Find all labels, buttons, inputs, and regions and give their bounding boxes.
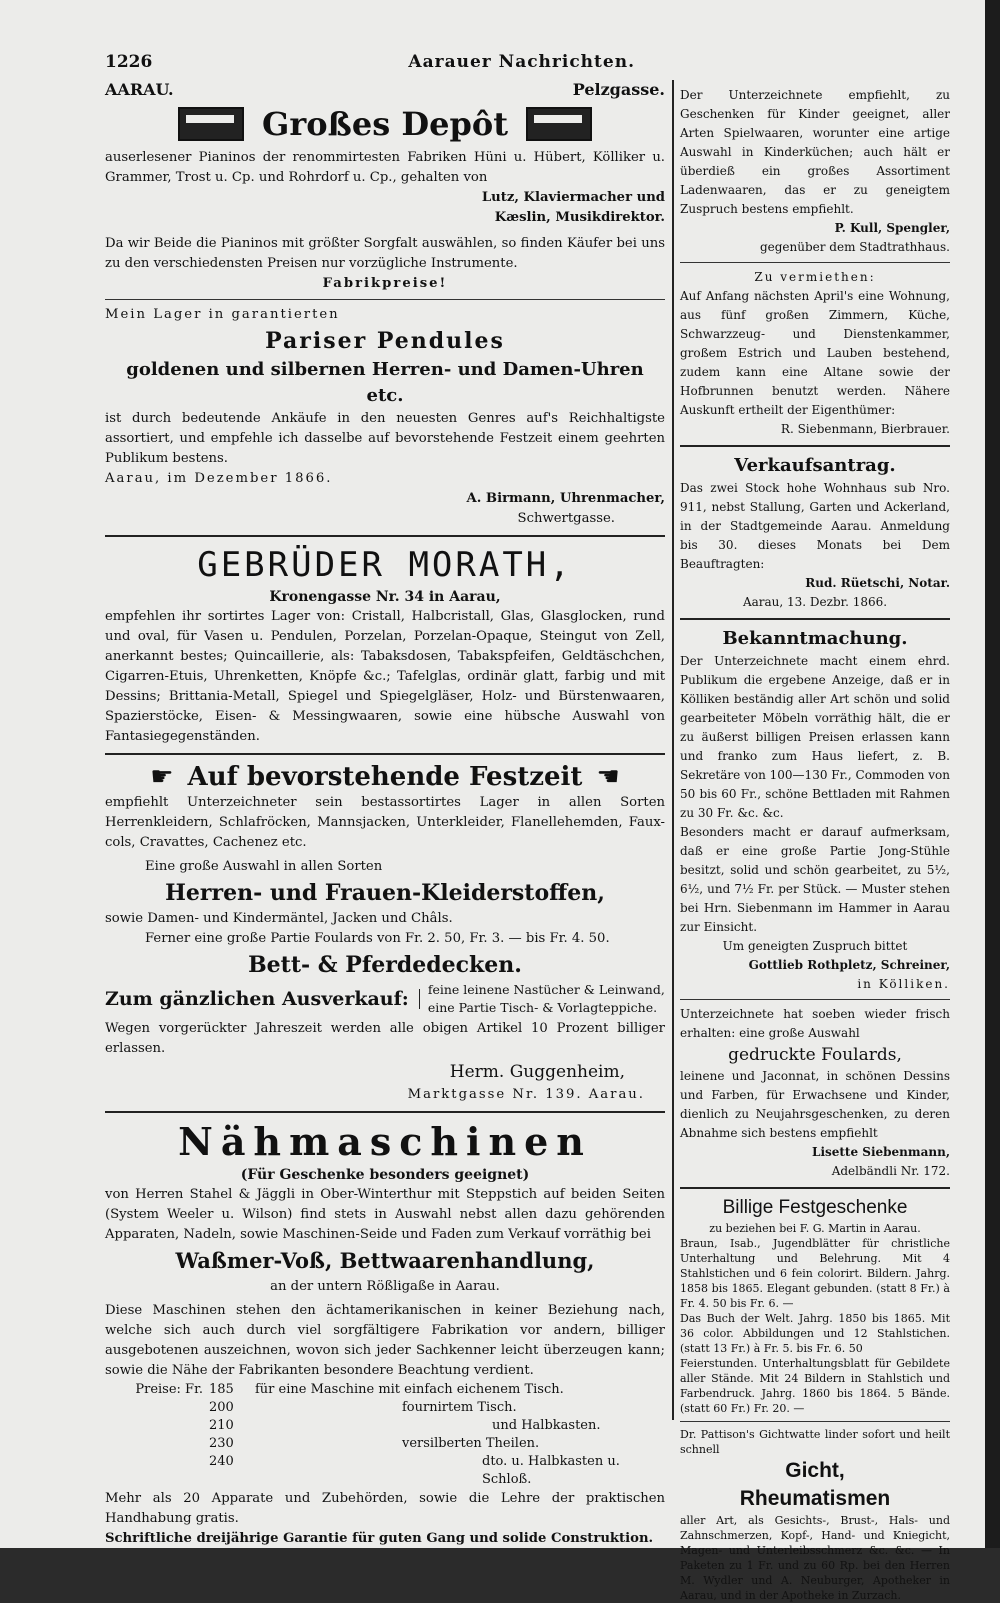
ad-notice <box>680 626 950 994</box>
birmann-intro: Mein Lager in garantierten <box>105 307 340 322</box>
piano-icon <box>178 107 244 141</box>
foul-head: gedruckte Foulards, <box>728 1045 902 1065</box>
ad-naehmaschinen <box>105 1119 665 1549</box>
depot-prices: Fabrikpreise! <box>322 276 448 291</box>
price-table <box>105 1381 665 1489</box>
divider <box>680 262 950 263</box>
price-desc: versilberten Theilen. <box>402 1436 540 1451</box>
depot-place: AARAU. <box>105 80 174 99</box>
right-column <box>680 86 950 1603</box>
morath-title: GEBRÜDER MORATH, <box>197 545 573 585</box>
sale-title: Verkaufsantrag. <box>734 455 896 476</box>
page-number: 1226 <box>105 52 153 72</box>
birmann-name: A. Birmann, Uhrenmacher, <box>466 491 665 506</box>
sale-text: Das zwei Stock hohe Wohnhaus sub Nro. 911, nebst Stallung, Garten und Ackerland, in der Stadtgemeinde Aarau. Anmeldung bis 30. dieses Monats bei Dem Beauftragten: <box>680 481 950 571</box>
ad-morath <box>105 543 665 747</box>
price-desc: dto. u. Halbkasten u. Schloß. <box>482 1454 620 1487</box>
festzeit-title: Auf bevorstehende Festzeit <box>187 762 583 792</box>
newspaper-title: Aarauer Nachrichten. <box>408 52 635 72</box>
page-edge <box>985 0 1000 1548</box>
notice-name: Gottlieb Rothpletz, Schreiner, <box>748 958 950 972</box>
festzeit-street: Marktgasse Nr. 139. Aarau. <box>407 1087 645 1102</box>
naehmaschinen-text2: Diese Maschinen stehen den ächtamerikanischen in keiner Beziehung nach, welche sich auch durch viel sorgfältigere Fabrikation vor andern, billiger ausgebotenen auszeichnen, wovon sich jeder Sachkenner leicht überzeugen kann; sowie die Nähe der Fabrikanten besondere Beachtung verdient. <box>105 1303 665 1378</box>
foul-text: Unterzeichnete hat soeben wieder frisch erhalten: eine große Auswahl <box>680 1007 950 1040</box>
notice-place: in Kölliken. <box>857 977 950 991</box>
foul-addr: Adelbändli Nr. 172. <box>831 1164 950 1178</box>
fest-item-2: Das Buch der Welt. Jahrg. 1850 bis 1865. Mit 36 color. Abbildungen und 12 Stahlstichen. (statt 13 Fr.) à Fr. 5. bis Fr. 6. 50 <box>680 1312 950 1355</box>
festzeit-name: Herm. Guggenheim, <box>449 1062 625 1082</box>
pointing-hand-left-icon: ☚ <box>596 762 620 792</box>
kull-name: P. Kull, Spengler, <box>834 221 950 235</box>
divider <box>680 999 950 1000</box>
divider <box>105 1111 665 1113</box>
price-label <box>105 1417 206 1435</box>
birmann-date: Aarau, im Dezember 1866. <box>105 471 333 486</box>
rent-text: Auf Anfang nächsten April's eine Wohnung, aus fünf großen Zimmern, Küche, Schwarzzeug- und Dienstenkammer, großem Estrich und Lauben bestehend, zudem kann eine Altane sowie der Hofbrunnen benutzt werden. Nähere Auskunft ertheilt der Eigenthümer: <box>680 289 950 417</box>
ad-kull <box>680 86 950 257</box>
sale-date: Aarau, 13. Dezbr. 1866. <box>742 595 888 609</box>
fest-title: Billige Festgeschenke <box>722 1197 908 1218</box>
naehmaschinen-text: von Herren Stahel & Jäggli in Ober-Winterthur mit Steppstich auf beiden Seiten (System Weeler u. Wilson) find stets in Auswahl nebst allen dazu gehörenden Apparaten, Nadeln, sowie Maschinen-Seide und Faden zum Verkauf vorräthig bei <box>105 1187 665 1242</box>
festzeit-sale <box>105 981 665 1017</box>
pointing-hand-right-icon: ☛ <box>150 762 174 792</box>
price-value: 240 <box>209 1454 234 1469</box>
naehmaschinen-subtitle: (Für Geschenke besonders geeignet) <box>240 1167 530 1183</box>
festzeit-heading2: Herren- und Frauen-Kleiderstoffen, <box>165 880 605 906</box>
festzeit-text: empfiehlt Unterzeichneter sein bestassortirtes Lager in allen Sorten Herrenkleidern, Schlafröcken, Mannsjacken, Unterkleider, Flanellehemden, Faux-cols, Cravattes, Cachenez etc. <box>105 795 665 850</box>
depot-note: Da wir Beide die Pianinos mit größter Sorgfalt auswählen, so finden Käufer bei uns zu den verschiedensten Preisen nur vorzügliche Instrumente. <box>105 236 665 271</box>
festzeit-line3: Ferner eine große Partie Foulards von Fr. 2. 50, Fr. 3. — bis Fr. 4. 50. <box>145 931 610 946</box>
notice-title: Bekanntmachung. <box>722 628 908 649</box>
price-row <box>105 1399 665 1417</box>
foul-text2: leinene und Jaconnat, in schönen Dessins und Farben, für Erwachsene und Kinder, dienlich zu Neujahrsgeschenken, zu deren Abnahme sich bestens empfiehlt <box>680 1069 950 1140</box>
rent-name: R. Siebenmann, Bierbrauer. <box>780 422 950 436</box>
ad-festzeit <box>105 761 665 1105</box>
birmann-street: Schwertgasse. <box>517 511 615 526</box>
ad-rent <box>680 268 950 439</box>
divider <box>680 618 950 620</box>
kull-text: Der Unterzeichnete empfiehlt, zu Geschenken für Kinder geeignet, aller Arten Spielwaaren, worunter eine artige Auswahl in Kinderküchen; auch hält er überdieß ein großes Assortiment Ladenwaaren, das er zu geneigtem Zuspruch bestens empfiehlt. <box>680 88 950 216</box>
fest-intro: zu beziehen bei F. G. Martin in Aarau. <box>709 1222 921 1235</box>
price-row <box>105 1453 665 1489</box>
price-value: 210 <box>209 1418 234 1433</box>
price-desc: und Halbkasten. <box>492 1418 601 1433</box>
price-label <box>105 1399 206 1417</box>
depot-street: Pelzgasse. <box>572 80 665 99</box>
price-value: 200 <box>209 1400 234 1415</box>
divider <box>680 445 950 447</box>
naehmaschinen-text4: Schriftliche dreijährige Garantie für guten Gang und solide Construktion. <box>105 1531 654 1546</box>
birmann-subtitle: goldenen und silbernen Herren- und Damen-Uhren etc. <box>126 359 644 406</box>
gicht-intro: Dr. Pattison's Gichtwatte linder sofort und heilt schnell <box>680 1428 950 1456</box>
gicht-text: aller Art, als Gesichts-, Brust-, Hals- und Zahnschmerzen, Kopf-, Hand- und Kniegicht, Magen- und Unterleibsschmerz &c. &c. — In Paketen zu 1 Fr. und zu 60 Rp. bei den Herren M. Wydler und A. Neuburger, Apotheker in Aarau, und in der Apotheke in Zurzach. <box>680 1514 950 1602</box>
ad-sale <box>680 453 950 612</box>
price-label <box>105 1453 206 1489</box>
morath-address: Kronengasse Nr. 34 in Aarau, <box>269 589 501 605</box>
divider <box>105 753 665 755</box>
ad-depot <box>105 80 665 294</box>
divider <box>680 1421 950 1422</box>
naehmaschinen-text3: Mehr als 20 Apparate und Zubehörden, sowie die Lehre der praktischen Handhabung gratis. <box>105 1491 665 1526</box>
festzeit-note: Wegen vorgerückter Jahreszeit werden alle obigen Artikel 10 Prozent billiger erlassen. <box>105 1021 665 1056</box>
depot-name2: Kæslin, Musikdirektor. <box>494 210 665 225</box>
price-label: Preise: Fr. <box>135 1382 203 1397</box>
divider <box>680 1187 950 1189</box>
rent-title: Zu vermiethen: <box>754 270 876 284</box>
depot-text: auserlesener Pianinos der renommirtesten Fabriken Hüni u. Hübert, Kölliker u. Grammer, Trost u. Cp. und Rohrdorf u. Cp., gehalten von <box>105 150 665 185</box>
price-desc: fournirtem Tisch. <box>402 1400 517 1415</box>
festzeit-sale-label: Zum gänzlichen Ausverkauf: <box>105 989 420 1009</box>
price-label <box>105 1435 206 1453</box>
price-value: 230 <box>209 1436 234 1451</box>
foul-name: Lisette Siebenmann, <box>812 1145 950 1159</box>
notice-text2: Besonders macht er darauf aufmerksam, daß er eine große Partie Jong-Stühle besitzt, solid und schön gearbeitet, zu 5½, 6½, und 7½ Fr. per Stück. — Muster stehen bei Hrn. Siebenmann im Hammer in Aarau zur Einsicht. <box>680 825 950 934</box>
divider <box>105 299 665 300</box>
price-row <box>105 1417 665 1435</box>
price-desc: für eine Maschine mit einfach eichenem Tisch. <box>255 1382 564 1397</box>
left-column <box>105 80 665 1549</box>
festzeit-heading3: Bett- & Pferdedecken. <box>248 952 522 978</box>
ad-foulards <box>680 1005 950 1181</box>
column-divider <box>672 80 674 1420</box>
festzeit-line2: sowie Damen- und Kindermäntel, Jacken und Châls. <box>105 911 453 926</box>
birmann-text: ist durch bedeutende Ankäufe in den neuesten Genres auf's Reichhaltigste assortiert, und empfehle ich dasselbe auf bevorstehende Festzeit einem geehrten Publikum bestens. <box>105 411 665 466</box>
festzeit-sale-text: feine leinene Nastücher & Leinwand, eine Partie Tisch- & Vorlagteppiche. <box>427 982 665 1015</box>
depot-name1: Lutz, Klaviermacher und <box>481 190 665 205</box>
price-value: 185 <box>209 1382 234 1397</box>
festzeit-line1: Eine große Auswahl in allen Sorten <box>145 859 383 874</box>
gicht-heading1: Gicht, <box>785 1459 845 1482</box>
ad-gicht <box>680 1427 950 1603</box>
piano-icon <box>526 107 592 141</box>
depot-title: Großes Depôt <box>262 105 508 143</box>
naehmaschinen-title: Nähmaschinen <box>178 1119 592 1164</box>
morath-text: empfehlen ihr sortirtes Lager von: Cristall, Halbcristall, Glas, Glasglocken, rund und oval, für Vasen u. Pendulen, Porzelan, Porzelan-Opaque, Steingut von Zell, anerkannt bestes; Quincaillerie, als: Tabaksdosen, Tabakspfeifen, Geldtäschchen, Cigarren-Etuis, Uhrenketten, Knöpfe &c.; Tafelglas, ordinär glatt, farbig und mit Dessins; Brittania-Metall, Spiegel und Spiegelgläser, Holz- und Bürstenwaaren, Spazierstöcke, Eisen- & Messingwaaren, sowie eine hübsche Auswahl von Fantasiegegenständen. <box>105 609 665 744</box>
notice-line: Um geneigten Zuspruch bittet <box>722 939 908 953</box>
birmann-title: Pariser Pendules <box>265 328 505 354</box>
fest-item-1: Braun, Isab., Jugendblätter für christliche Unterhaltung und Belehrung. Mit 4 Stahlstichen und 6 fein colorirt. Bildern. Jahrg. 1858 bis 1865. Elegant gebunden. (statt 8 Fr.) à Fr. 4. 50 bis Fr. 6. — <box>680 1237 950 1310</box>
naehmaschinen-seller: Waßmer-Voß, Bettwaarenhandlung, <box>175 1248 595 1273</box>
gicht-heading2: Rheumatismen <box>739 1487 891 1510</box>
divider <box>105 535 665 537</box>
kull-addr: gegenüber dem Stadtrathhaus. <box>759 240 950 254</box>
fest-item-3: Feierstunden. Unterhaltungsblatt für Gebildete aller Stände. Mit 24 Bildern in Stahlstich und Farbendruck. Jahrg. 1860 bis 1864. 5 Bände. (statt 60 Fr.) Fr. 20. — <box>680 1357 950 1415</box>
notice-text: Der Unterzeichnete macht einem ehrd. Publikum die ergebene Anzeige, daß er in Kölliken beständig aller Art schön und solid gearbeiteter Möbeln vorräthig hält, die er zu äußerst billigen Preisen erlassen kann und franko zum Haus liefert, z. B. Sekretäre von 100—130 Fr., Commoden von 50 bis 60 Fr., schöne Bettladen mit Rahmen zu 30 Fr. &c. &c. <box>680 654 950 820</box>
naehmaschinen-seller-address: an der untern Rößligaße in Aarau. <box>270 1279 500 1294</box>
sale-name: Rud. Rüetschi, Notar. <box>805 576 950 590</box>
ad-birmann <box>105 305 665 529</box>
price-row <box>105 1381 665 1399</box>
price-row <box>105 1435 665 1453</box>
ad-festgeschenke <box>680 1195 950 1416</box>
